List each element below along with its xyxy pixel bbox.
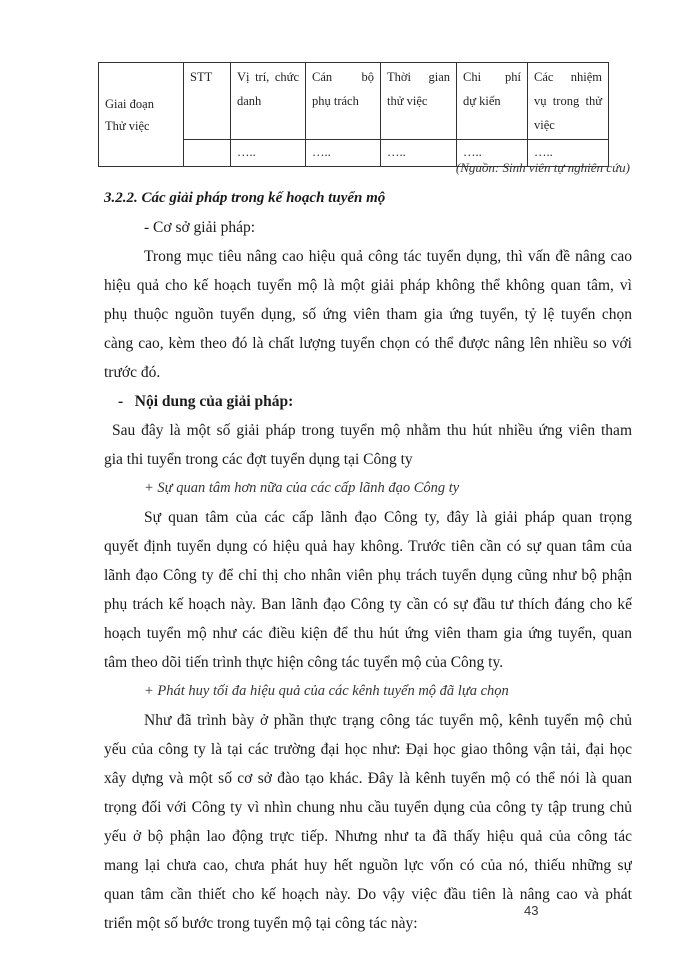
paragraph-line: trọng đối với Công ty vì nhìn chung nhu cầu tuyển dụng của công ty tập trung chủ <box>104 799 632 816</box>
paragraph-line: hoạch tuyển mộ như các điều kiện để thu hút ứng viên tham gia ứng tuyển, quan <box>104 625 632 642</box>
header-line: Chi phí <box>463 70 521 84</box>
paragraph-line: quan tâm cần thiết cho kế hoạch này. Do vậy việc đầu tiên là nâng cao và phát <box>104 886 632 903</box>
paragraph-line: phụ thuộc nguồn tuyển dụng, số ứng viên tham gia ứng tuyển, tỷ lệ tuyển chọn <box>104 306 632 323</box>
header-line: phụ trách <box>312 94 359 108</box>
header-line: Vị trí, chức <box>237 70 299 84</box>
table-cell: ….. <box>306 140 381 167</box>
table-stage-cell: Giai đoạn Thử việc <box>99 63 184 167</box>
table-cell: ….. <box>528 140 609 167</box>
content-title: - Nội dung của giải pháp: <box>118 393 294 410</box>
header-line: vụ trong thử <box>534 94 602 108</box>
header-line: STT <box>190 70 213 84</box>
paragraph-line: Như đã trình bày ở phần thực trạng công tác tuyển mộ, kênh tuyển mộ chủ <box>144 712 632 729</box>
header-line: Cán bộ <box>312 70 374 84</box>
paragraph-line: triển một số bước trong tuyển mộ tại công tác này: <box>104 915 418 932</box>
basis-title <box>104 213 632 242</box>
subheading-leadership: + Sự quan tâm hơn nữa của các cấp lãnh đạo Công ty <box>144 480 460 496</box>
header-line: thử việc <box>387 94 428 108</box>
paragraph-line: yếu của công ty là tại các trường đại học như: Đại học giao thông vận tải, đại học <box>104 741 632 758</box>
page-number: 43 <box>524 903 539 918</box>
paragraph-line: phụ trách kế hoạch này. Ban lãnh đạo Công ty cần có sự đầu tư thích đáng cho kế <box>104 596 632 613</box>
paragraph-line: gia thi tuyển trong các đợt tuyển dụng tại Công ty <box>104 451 413 468</box>
paragraph-line: trước đó. <box>104 364 161 381</box>
trial-period-table <box>98 62 609 167</box>
paragraph-line: Sự quan tâm của các cấp lãnh đạo Công ty, đây là giải pháp quan trọng <box>144 509 632 526</box>
paragraph-line: lãnh đạo Công ty để chỉ thị cho nhân viên phụ trách tuyển dụng cũng như bộ phận <box>104 567 632 584</box>
header-line: dự kiến <box>463 94 501 108</box>
header-cost <box>457 63 528 140</box>
table-source-note: (Nguồn: Sinh viên tự nghiên cứu) <box>455 160 630 175</box>
paragraph-line: xây dựng và một số cơ sở đào tạo khác. Đây là kênh tuyển mộ có thể nói là quan <box>104 770 632 787</box>
paragraph-line: tâm theo dõi tiến trình thực hiện công tác tuyển mộ của Công ty. <box>104 654 504 671</box>
page-body <box>104 184 632 938</box>
header-line: Thời gian <box>387 70 450 84</box>
basis-title-text: - Cơ sở giải pháp: <box>144 219 256 236</box>
header-position <box>231 63 306 140</box>
header-line: danh <box>237 94 262 108</box>
paragraph-line: Sau đây là một số giải pháp trong tuyển mộ nhằm thu hút nhiều ứng viên tham <box>112 422 632 439</box>
header-tasks <box>528 63 609 140</box>
header-trial-time <box>381 63 457 140</box>
paragraph-line: mang lại chưa cao, chưa phát huy hết nguồn lực vốn có của nó, thiếu những sự <box>104 857 632 874</box>
table-cell <box>184 140 231 167</box>
paragraph-line: càng cao, kèm theo đó là chất lượng tuyển chọn có thể được nâng lên nhiều so với <box>104 335 632 352</box>
header-line: việc <box>534 118 555 132</box>
table-cell: ….. <box>381 140 457 167</box>
header-stt <box>184 63 231 140</box>
header-line: Các nhiệm <box>534 70 602 84</box>
table-header-row <box>99 63 609 140</box>
subheading-channels: + Phát huy tối đa hiệu quả của các kênh tuyển mộ đã lựa chọn <box>144 683 509 699</box>
section-heading: 3.2.2. Các giải pháp trong kế hoạch tuyển mộ <box>104 190 386 206</box>
table-cell: ….. <box>231 140 306 167</box>
table-cell: ….. <box>457 140 528 167</box>
header-officer <box>306 63 381 140</box>
paragraph-line: Trong mục tiêu nâng cao hiệu quả công tác tuyển dụng, thì vấn đề nâng cao <box>144 248 632 265</box>
paragraph-line: quyết định tuyển dụng có hiệu quả hay không. Trước tiên cần có sự quan tâm của <box>104 538 632 555</box>
paragraph-line: yếu ở bộ phận lao động trực tiếp. Nhưng như ta đã thấy hiệu quả của công tác <box>104 828 632 845</box>
paragraph-line: hiệu quả cho kế hoạch tuyển mộ là một giải pháp không thể không quan tâm, vì <box>104 277 632 294</box>
